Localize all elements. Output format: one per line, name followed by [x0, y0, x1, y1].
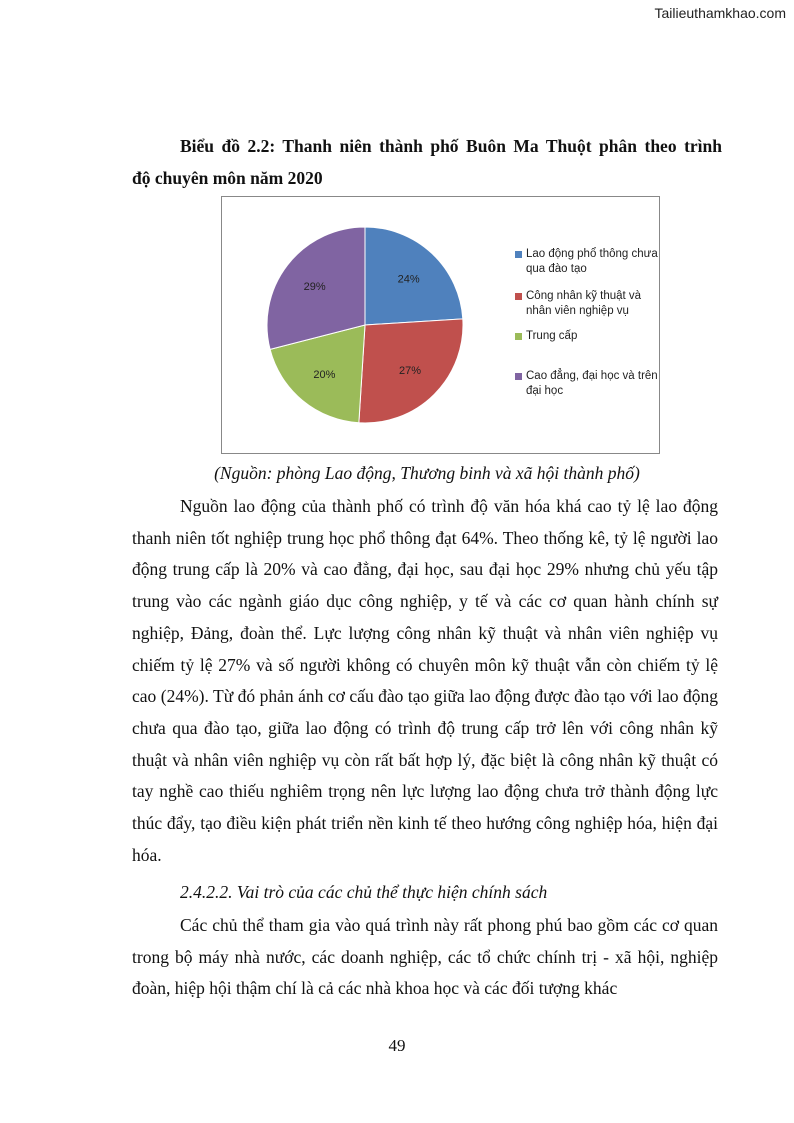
body-paragraph-1: Nguồn lao động của thành phố có trình độ văn hóa khá cao tỷ lệ lao động thanh niên tốt nghiệp trung học phổ thông đạt 64%. Theo thống kê, tỷ lệ người lao động trung cấp là 20% và cao đẳng, đại học, sau đại học 29% nhưng chủ yếu tập trung vào các ngành giáo dục công nghiệp, y tế và các cơ quan hành chính sự nghiệp, Đảng, đoàn thể. Lực lượng công nhân kỹ thuật và nhân viên nghiệp vụ chiếm tỷ lệ 27% và số người không có chuyên môn kỹ thuật vẫn còn chiếm tỷ lệ cao (24%). Từ đó phản ánh cơ cấu đào tạo giữa lao động được đào tạo với lao động chưa qua đào tạo, giữa lao động có trình độ trung cấp trở lên với công nhân kỹ thuật và nhân viên nghiệp vụ còn rất bất hợp lý, đặc biệt là công nhân kỹ thuật có tay nghề cao thiếu nghiêm trọng nên lực lượng lao động chưa trở thành động lực thúc đẩy, tạo điều kiện phát triển nền kinh tế theo hướng công nghiệp hóa, hiện đại hóa.	[132, 496, 718, 865]
legend-label: Công nhân kỹ thuật và nhân viên nghiệp vụ	[526, 290, 642, 317]
section-heading: 2.4.2.2. Vai trò của các chủ thể thực hiện chính sách	[180, 882, 548, 902]
pie-slice-label: 27%	[399, 365, 422, 378]
pie-slice-label: 20%	[313, 369, 336, 382]
legend-label: Trung cấp	[526, 330, 578, 342]
figure-title	[132, 130, 722, 194]
figure-title-line1: Biểu đồ 2.2: Thanh niên thành phố Buôn Ma Thuột phân theo trình	[180, 136, 722, 156]
pie-chart	[221, 196, 660, 454]
pie-chart-svg	[222, 197, 659, 453]
legend-swatch	[515, 333, 522, 340]
legend-swatch	[515, 293, 522, 300]
figure-title-line2: độ chuyên môn năm 2020	[132, 168, 323, 188]
page-number: 49	[388, 1036, 406, 1055]
pie-slice-label: 29%	[303, 280, 326, 293]
legend-swatch	[515, 373, 522, 380]
pie-slice-label: 24%	[397, 273, 420, 286]
figure-source: (Nguồn: phòng Lao động, Thương binh và xã hội thành phố)	[214, 463, 640, 483]
body-paragraph-2: Các chủ thể tham gia vào quá trình này rất phong phú bao gồm các cơ quan trong bộ máy nhà nước, các doanh nghiệp, các tổ chức chính trị - xã hội, nghiệp đoàn, hiệp hội thậm chí là cả các nhà khoa học và các đối tượng khác	[132, 915, 718, 999]
legend-swatch	[515, 251, 522, 258]
legend-label: Cao đẳng, đại học và trên đại học	[526, 370, 658, 397]
watermark: Tailieuthamkhao.com	[654, 5, 786, 21]
legend-label: Lao động phổ thông chưa qua đào tạo	[526, 248, 658, 275]
